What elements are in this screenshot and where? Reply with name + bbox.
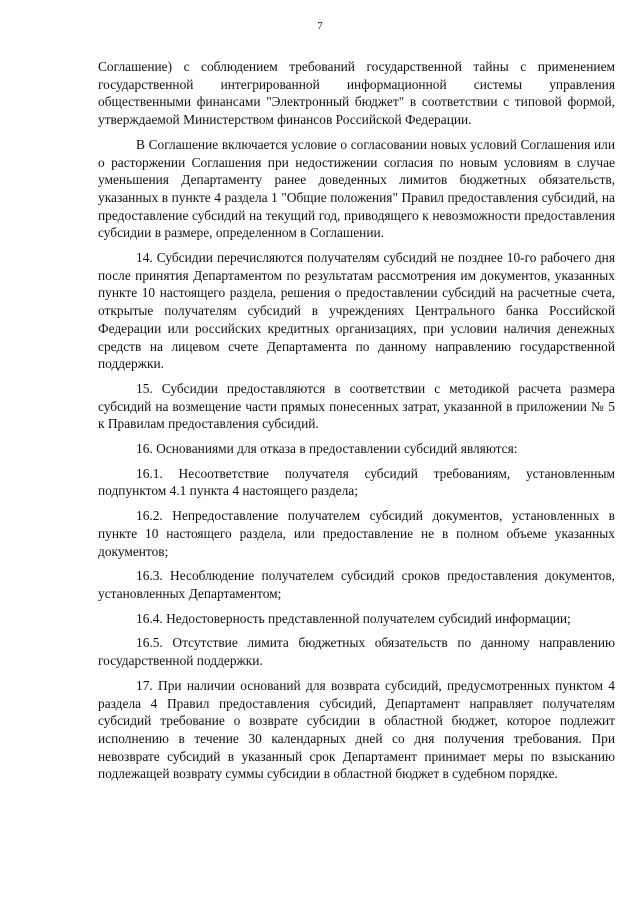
paragraph-14: 14. Субсидии перечисляются получателям субсидий не позднее 10-го рабочего дня после принятия Департаментом по результатам рассмотрения им документов, указанных пункте 10 настоящего раздела, решения о предоставлении субсидий на расчетные счета, открытые получателям субсидий в учреждениях Центрального банка Российской Федерации или российских кредитных организациях, при условии наличия денежных средств на лицевом счете Департамента по данному направлению государственной поддержки. xyxy=(98,250,615,372)
paragraph-16-4: 16.4. Недостоверность представленной получателем субсидий информации; xyxy=(136,610,571,626)
paragraph-17: 17. При наличии оснований для возврата субсидий, предусмотренных пунктом 4 раздела 4 Правил предоставления субсидий, Департамент направляет получателям субсидий требование о возврате субсидии в областной бюджет, которое подлежит исполнению в течение 30 календарных дней со дня получения требования. При невозврате субсидий в указанный срок Департамент принимает меры по взысканию подлежащей возврату суммы субсидии в областной бюджет в судебном порядке. xyxy=(98,677,615,782)
paragraph-16: 16. Основаниями для отказа в предоставлении субсидий являются: xyxy=(136,441,518,457)
paragraph-16-1: 16.1. Несоответствие получателя субсидий требованиям, установленным подпунктом 4.1 пункта 4 настоящего раздела; xyxy=(98,465,615,499)
paragraph-agreement-continuation: Соглашение) с соблюдением требований государственной тайны с применением государственной интегрированной информационной системы управления общественными финансами "Электронный бюджет" в соответствии с типовой формой, утверждаемой Министерством финансов Российской Федерации. xyxy=(98,59,615,128)
paragraph-16-2: 16.2. Непредоставление получателем субсидий документов, установленных в пункте 10 настоящего раздела, или предоставление не в полном объеме указанных документов; xyxy=(98,508,615,559)
page-number: 7 xyxy=(317,20,323,32)
paragraph-15: 15. Субсидии предоставляются в соответствии с методикой расчета размера субсидий на возмещение части прямых понесенных затрат, указанной в приложении № 5 к Правилам предоставления субсидий. xyxy=(98,380,615,432)
paragraph-16-5: 16.5. Отсутствие лимита бюджетных обязательств по данному направлению государственной поддержки. xyxy=(98,635,615,669)
paragraph-agreement-conditions: В Соглашение включается условие о согласовании новых условий Соглашения или о расторжении Соглашения при недостижении согласия по новым условиям в случае уменьшения Департаменту ранее доведенных лимитов бюджетных обязательств, указанных в пункте 4 раздела 1 "Общие положения" Правил предоставления субсидий, на предоставление субсидий на текущий год, приводящего к невозможности предоставления субсидии в размере, определенном в Соглашении. xyxy=(98,136,615,241)
paragraph-16-3: 16.3. Несоблюдение получателем субсидий сроков предоставления документов, установленных Департаментом; xyxy=(98,568,615,601)
document-body xyxy=(98,58,615,790)
